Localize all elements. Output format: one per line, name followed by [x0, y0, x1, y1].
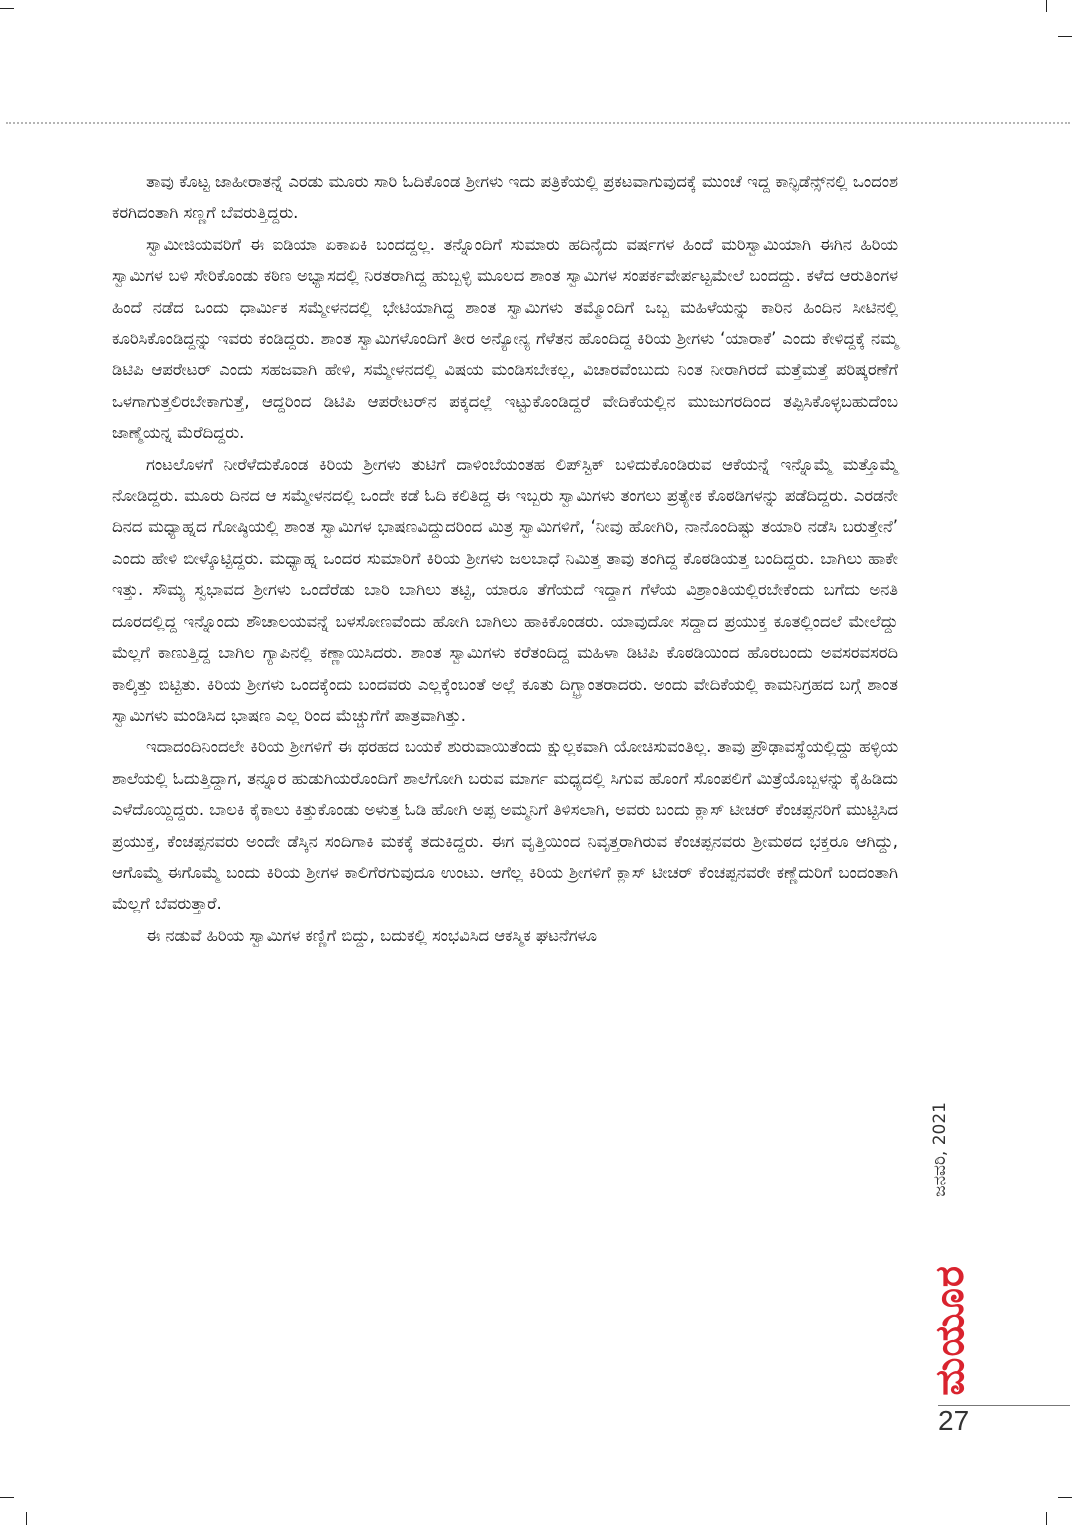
crop-mark-bottom-left: [0, 1497, 14, 1498]
paragraph: ತಾವು ಕೊಟ್ಟ ಜಾಹೀರಾತನ್ನೆ ಎರಡು ಮೂರು ಸಾರಿ ಓದಿಕೊಂಡ ಶ್ರೀಗಳು ಇದು ಪತ್ರಿಕೆಯಲ್ಲಿ ಪ್ರಕಟವಾಗುವುದಕ್ಕೆ ಮುಂಚೆ ಇದ್ದ ಕಾನ್ಫಿಡೆನ್ಸ್‌ನಲ್ಲಿ ಒಂದಂಶ ಕರಗಿದಂತಾಗಿ ಸಣ್ಣಗೆ ಬೆವರುತ್ತಿದ್ದರು.: [112, 172, 898, 223]
crop-mark-top-right: [1046, 0, 1047, 12]
paragraph: ಗಂಟಲೊಳಗೆ ನೀರೆಳೆದುಕೊಂಡ ಕಿರಿಯ ಶ್ರೀಗಳು ತುಟಿಗೆ ದಾಳಿಂಬೆಯಂತಹ ಲಿಪ್‌ಸ್ಟಿಕ್ ಬಳಿದುಕೊಂಡಿರುವ ಆಕೆಯನ್ನೆ ಇನ್ನೊಮ್ಮೆ ಮತ್ತೊಮ್ಮೆ ನೋಡಿದ್ದರು. ಮೂರು ದಿನದ ಆ ಸಮ್ಮೇಳನದಲ್ಲಿ ಒಂದೇ ಕಡೆ ಓದಿ ಕಲಿತಿದ್ದ ಈ ಇಬ್ಬರು ಸ್ವಾಮಿಗಳು ತಂಗಲು ಪ್ರತ್ಯೇಕ ಕೊಠಡಿಗಳನ್ನು ಪಡೆದಿದ್ದರು. ಎರಡನೇ ದಿನದ ಮಧ್ಯಾಹ್ನದ ಗೋಷ್ಠಿಯಲ್ಲಿ ಶಾಂತ ಸ್ವಾಮಿಗಳ ಭಾಷಣವಿದ್ದುದರಿಂದ ಮಿತ್ರ ಸ್ವಾಮಿಗಳಿಗೆ, ‘ನೀವು ಹೋಗಿರಿ, ನಾನೊಂದಿಷ್ಟು ತಯಾರಿ ನಡೆಸಿ ಬರುತ್ತೇನೆ’ ಎಂದು ಹೇಳಿ ಬೀಳ್ಕೊಟ್ಟಿದ್ದರು. ಮಧ್ಯಾಹ್ನ ಒಂದರ ಸುಮಾರಿಗೆ ಕಿರಿಯ ಶ್ರೀಗಳು ಜಲಬಾಧೆ ನಿಮಿತ್ತ ತಾವು ತಂಗಿದ್ದ ಕೊಠಡಿಯತ್ತ ಬಂದಿದ್ದರು. ಬಾಗಿಲು ಹಾಕೇ ಇತ್ತು. ಸೌಮ್ಯ ಸ್ವಭಾವದ ಶ್ರೀಗಳು ಒಂದೆರೆಡು ಬಾರಿ ಬಾಗಿಲು ತಟ್ಟಿ, ಯಾರೂ ತೆಗೆಯದೆ ಇದ್ದಾಗ ಗೆಳೆಯ ವಿಶ್ರಾಂತಿಯಲ್ಲಿರಬೇಕೆಂದು ಬಗೆದು ಅನತಿ ದೂರದಲ್ಲಿದ್ದ ಇನ್ನೊಂದು ಶೌಚಾಲಯವನ್ನೆ ಬಳಸೋಣವೆಂದು ಹೋಗಿ ಬಾಗಿಲು ಹಾಕಿಕೊಂಡರು. ಯಾವುದೋ ಸದ್ದಾದ ಪ್ರಯುಕ್ತ ಕೂತಲ್ಲಿಂದಲೆ ಮೇಲೆದ್ದು ಮೆಲ್ಲಗೆ ಕಾಣುತ್ತಿದ್ದ ಬಾಗಿಲ ಗ್ಯಾಪಿನಲ್ಲಿ ಕಣ್ಣಾಯಿಸಿದರು. ಶಾಂತ ಸ್ವಾಮಿಗಳು ಕರೆತಂದಿದ್ದ ಮಹಿಳಾ ಡಿಟಿಪಿ ಕೊಠಡಿಯಿಂದ ಹೊರಬಂದು ಅವಸರವಸರದಿ ಕಾಲ್ಕಿತ್ತು ಬಿಟ್ಟಿತು. ಕಿರಿಯ ಶ್ರೀಗಳು ಒಂದಕ್ಕೆಂದು ಬಂದವರು ಎಲ್ಲಕ್ಕೆಂಬಂತೆ ಅಲ್ಲೆ ಕೂತು ದಿಗ್ಭ್ರಾಂತರಾದರು. ಅಂದು ವೇದಿಕೆಯಲ್ಲಿ ಕಾಮನಿಗ್ರಹದ ಬಗ್ಗೆ ಶಾಂತ ಸ್ವಾಮಿಗಳು ಮಂಡಿಸಿದ ಭಾಷಣ ಎಲ್ಲ ರಿಂದ ಮೆಚ್ಚುಗೆಗೆ ಪಾತ್ರವಾಗಿತ್ತು.: [112, 454, 898, 725]
page-number: 27: [938, 1405, 970, 1436]
crop-mark-bottom-right: [1058, 1497, 1072, 1498]
issue-date: ಜನವರಿ, 2021: [930, 1102, 950, 1197]
crop-mark-bottom-left-vertical: [26, 1512, 27, 1525]
paragraph: ಈ ನಡುವೆ ಹಿರಿಯ ಸ್ವಾಮಿಗಳ ಕಣ್ಣಿಗೆ ಬಿದ್ದು, ಬದುಕಲ್ಲಿ ಸಂಭವಿಸಿದ ಆಕಸ್ಮಿಕ ಘಟನೆಗಳೂ: [146, 925, 597, 945]
magazine-logo: ಮಯೂರ: [927, 1265, 973, 1396]
paragraph: ಇದಾದಂದಿನಿಂದಲೇ ಕಿರಿಯ ಶ್ರೀಗಳಿಗೆ ಈ ಥರಹದ ಬಯಕೆ ಶುರುವಾಯಿತೆಂದು ಕ್ಷುಲ್ಲಕವಾಗಿ ಯೋಚಿಸುವಂತಿಲ್ಲ. ತಾವು ಪ್ರೌಢಾವಸ್ಥೆಯಲ್ಲಿದ್ದು ಹಳ್ಳಿಯ ಶಾಲೆಯಲ್ಲಿ ಓದುತ್ತಿದ್ದಾಗ, ತನ್ನೂರ ಹುಡುಗಿಯರೊಂದಿಗೆ ಶಾಲೆಗೋಗಿ ಬರುವ ಮಾರ್ಗ ಮಧ್ಯದಲ್ಲಿ ಸಿಗುವ ಹೊಂಗೆ ಸೊಂಪಲಿಗೆ ಮಿತ್ರೆಯೊಬ್ಬಳನ್ನು ಕೈಹಿಡಿದು ಎಳೆದೊಯ್ದಿದ್ದರು. ಬಾಲಕಿ ಕೈಕಾಲು ಕಿತ್ತುಕೊಂಡು ಅಳುತ್ತ ಓಡಿ ಹೋಗಿ ಅಪ್ಪ ಅಮ್ಮನಿಗೆ ತಿಳಿಸಲಾಗಿ, ಅವರು ಬಂದು ಕ್ಲಾಸ್ ಟೀಚರ್ ಕೆಂಚಪ್ಪನರಿಗೆ ಮುಟ್ಟಿಸಿದ ಪ್ರಯುಕ್ತ, ಕೆಂಚಪ್ಪನವರು ಅಂದೇ ಡೆಸ್ಕಿನ ಸಂದಿಗಾಕಿ ಮಕಕ್ಕೆ ತದುಕಿದ್ದರು. ಈಗ ವೃತ್ತಿಯಿಂದ ನಿವೃತ್ತರಾಗಿರುವ ಕೆಂಚಪ್ಪನವರು ಶ್ರೀಮಠದ ಭಕ್ತರೂ ಆಗಿದ್ದು, ಆಗೊಮ್ಮೆ ಈಗೊಮ್ಮೆ ಬಂದು ಕಿರಿಯ ಶ್ರೀಗಳ ಕಾಲಿಗೆರಗುವುದೂ ಉಂಟು. ಆಗೆಲ್ಲ ಕಿರಿಯ ಶ್ರೀಗಳಿಗೆ ಕ್ಲಾಸ್ ಟೀಚರ್ ಕೆಂಚಪ್ಪನವರೇ ಕಣ್ಣೆದುರಿಗೆ ಬಂದಂತಾಗಿ ಮೆಲ್ಲಗೆ ಬೆವರುತ್ತಾರೆ.: [112, 737, 898, 914]
crop-mark-bottom-right-vertical: [1046, 1512, 1047, 1525]
paragraph: ಸ್ವಾಮೀಜಿಯವರಿಗೆ ಈ ಐಡಿಯಾ ಏಕಾಏಕಿ ಬಂದದ್ದಲ್ಲ. ತನ್ನೊಂದಿಗೆ ಸುಮಾರು ಹದಿನೈದು ವರ್ಷಗಳ ಹಿಂದೆ ಮರಿಸ್ವಾಮಿಯಾಗಿ ಈಗಿನ ಹಿರಿಯ ಸ್ವಾಮಿಗಳ ಬಳಿ ಸೇರಿಕೊಂಡು ಕಠಿಣ ಅಭ್ಯಾಸದಲ್ಲಿ ನಿರತರಾಗಿದ್ದ ಹುಬ್ಬಳ್ಳಿ ಮೂಲದ ಶಾಂತ ಸ್ವಾಮಿಗಳ ಸಂಪರ್ಕವೇರ್ಪಟ್ಟಮೇಲೆ ಬಂದದ್ದು. ಕಳೆದ ಆರುತಿಂಗಳ ಹಿಂದೆ ನಡೆದ ಒಂದು ಧಾರ್ಮಿಕ ಸಮ್ಮೇಳನದಲ್ಲಿ ಭೇಟಿಯಾಗಿದ್ದ ಶಾಂತ ಸ್ವಾಮಿಗಳು ತಮ್ಮೊಂದಿಗೆ ಒಬ್ಬ ಮಹಿಳೆಯನ್ನು ಕಾರಿನ ಹಿಂದಿನ ಸೀಟಿನಲ್ಲಿ ಕೂರಿಸಿಕೊಂಡಿದ್ದನ್ನು ಇವರು ಕಂಡಿದ್ದರು. ಶಾಂತ ಸ್ವಾಮಿಗಳೊಂದಿಗೆ ತೀರ ಅನ್ಯೋನ್ಯ ಗೆಳೆತನ ಹೊಂದಿದ್ದ ಕಿರಿಯ ಶ್ರೀಗಳು ‘ಯಾರಾಕೆ’ ಎಂದು ಕೇಳಿದ್ದಕ್ಕೆ ನಮ್ಮ ಡಿಟಿಪಿ ಆಪರೇಟರ್ ಎಂದು ಸಹಜವಾಗಿ ಹೇಳಿ, ಸಮ್ಮೇಳನದಲ್ಲಿ ವಿಷಯ ಮಂಡಿಸಬೇಕಲ್ಲ, ವಿಚಾರವೆಂಬುದು ನಿಂತ ನೀರಾಗಿರದೆ ಮತ್ತೆಮತ್ತೆ ಪರಿಷ್ಕರಣೆಗೆ ಒಳಗಾಗುತ್ತಲಿರಬೇಕಾಗುತ್ತೆ, ಆದ್ದರಿಂದ ಡಿಟಿಪಿ ಆಪರೇಟರ್‌ನ ಪಕ್ಕದಲ್ಲೆ ಇಟ್ಟುಕೊಂಡಿದ್ದರೆ ವೇದಿಕೆಯಲ್ಲಿನ ಮುಜುಗರದಿಂದ ತಪ್ಪಿಸಿಕೊಳ್ಳಬಹುದೆಂಬ ಜಾಣ್ಮೆಯನ್ನ ಮೆರೆದಿದ್ದರು.: [112, 234, 898, 443]
crop-mark-top-left: [0, 8, 14, 9]
article-body: [112, 166, 898, 951]
crop-mark-right: [1058, 36, 1072, 37]
header-dotted-rule: [6, 122, 1070, 124]
